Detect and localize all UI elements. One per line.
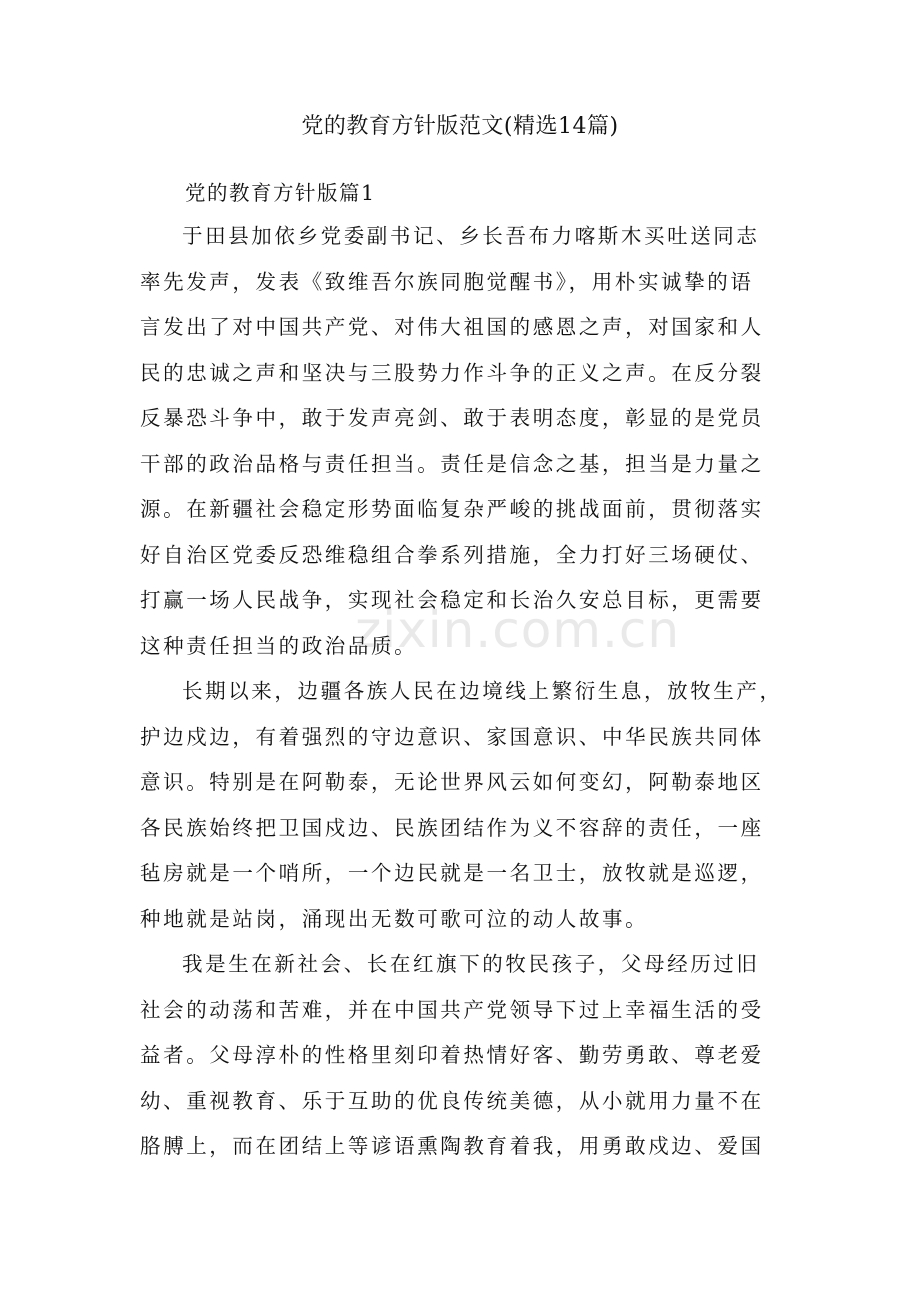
text-line: 这种责任担当的政治品质。 bbox=[140, 633, 418, 658]
text-line: 干部的政治品格与责任担当。责任是信念之基，担当是力量之 bbox=[140, 451, 764, 476]
text-line: 益者。父母淳朴的性格里刻印着热情好客、勤劳勇敢、尊老爱 bbox=[140, 1043, 764, 1067]
section-heading: 党的教育方针版篇1 bbox=[185, 181, 376, 205]
document-title: 党的教育方针版范文(精选14篇) bbox=[301, 114, 619, 139]
text-line: 源。在新疆社会稳定形势面临复杂严峻的挑战面前，贯彻落实 bbox=[140, 497, 764, 521]
document-body bbox=[140, 194, 783, 1170]
text-line: 胳膊上，而在团结上等谚语熏陶教育着我，用勇敢戍边、爱国 bbox=[140, 1134, 764, 1158]
text-line: 长期以来，边疆各族人民在边境线上繁衍生息，放牧生产， bbox=[182, 679, 783, 703]
text-line: 言发出了对中国共产党、对伟大祖国的感恩之声，对国家和人 bbox=[140, 315, 764, 339]
text-line: 护边戍边，有着强烈的守边意识、家国意识、中华民族共同体 bbox=[140, 724, 764, 749]
text-line: 于田县加依乡党委副书记、乡长吾布力喀斯木买吐送同志 bbox=[182, 224, 760, 248]
text-line: 打赢一场人民战争，实现社会稳定和长治久安总目标，更需要 bbox=[140, 588, 764, 612]
text-line: 各民族始终把卫国戍边、民族团结作为义不容辞的责任，一座 bbox=[140, 815, 764, 840]
paragraph bbox=[140, 214, 783, 669]
text-line: 好自治区党委反恐维稳组合拳系列措施，全力打好三场硬仗、 bbox=[140, 542, 764, 567]
paragraph bbox=[140, 942, 783, 1170]
text-line: 种地就是站岗，涌现出无数可歌可泣的动人故事。 bbox=[140, 906, 649, 931]
text-line: 社会的动荡和苦难，并在中国共产党领导下过上幸福生活的受 bbox=[140, 997, 764, 1022]
paragraph bbox=[140, 669, 783, 942]
text-line: 幼、重视教育、乐于互助的优良传统美德，从小就用力量不在 bbox=[140, 1088, 764, 1113]
text-line: 我是生在新社会、长在红旗下的牧民孩子，父母经历过旧 bbox=[182, 952, 760, 976]
text-line: 率先发声，发表《致维吾尔族同胞觉醒书》，用朴实诚挚的语 bbox=[140, 269, 754, 294]
watermark: zixin.com.cn bbox=[355, 601, 681, 659]
text-line: 意识。特别是在阿勒泰，无论世界风云如何变幻，阿勒泰地区 bbox=[140, 770, 764, 794]
text-line: 毡房就是一个哨所，一个边民就是一名卫士，放牧就是巡逻， bbox=[140, 861, 764, 885]
text-line: 反暴恐斗争中，敢于发声亮剑、敢于表明态度，彰显的是党员 bbox=[140, 406, 764, 430]
text-line: 民的忠诚之声和坚决与三股势力作斗争的正义之声。在反分裂 bbox=[140, 360, 764, 385]
